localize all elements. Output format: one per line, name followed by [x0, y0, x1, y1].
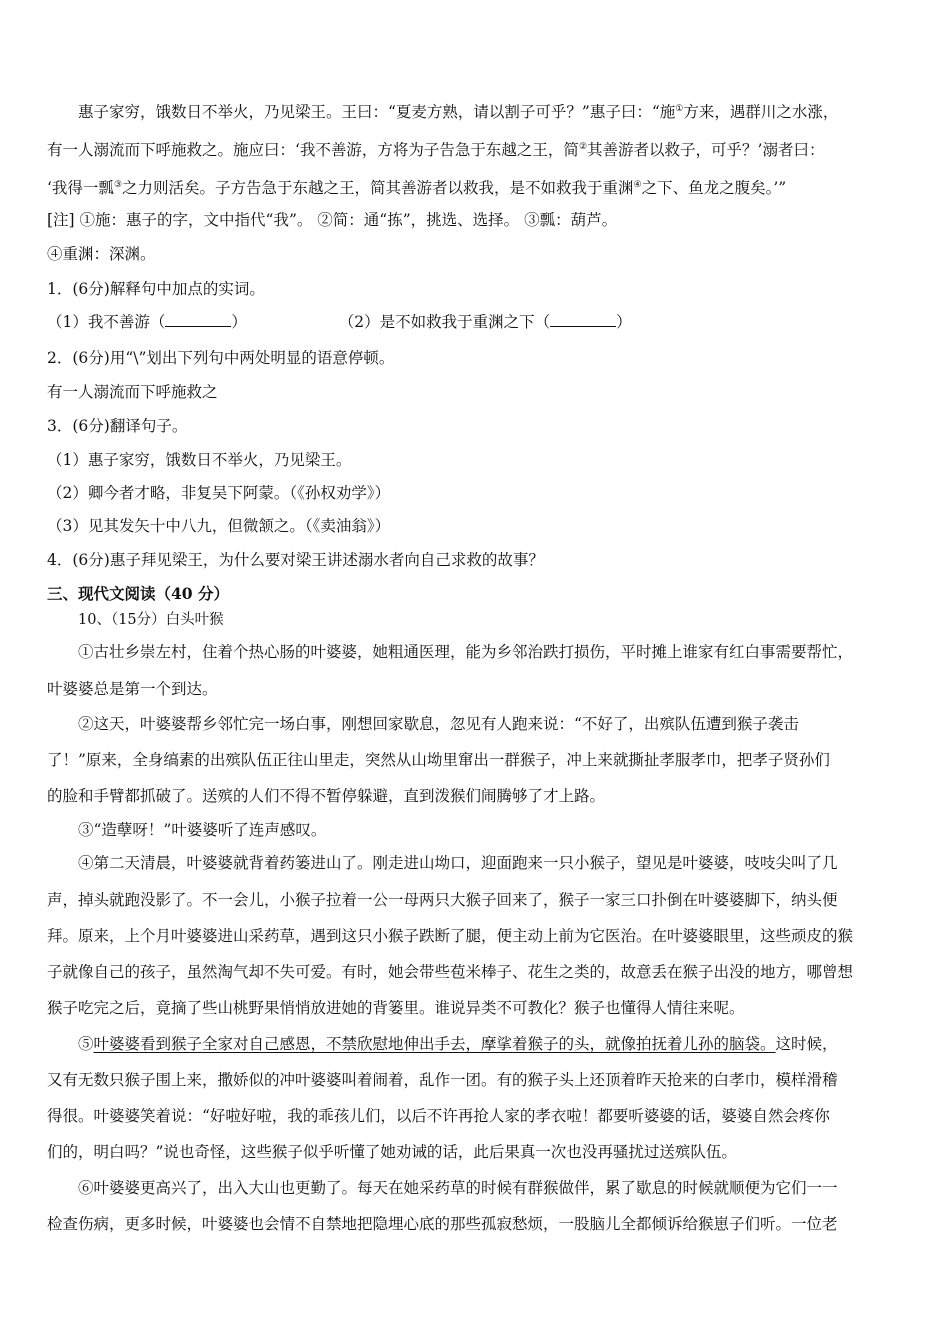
- answer-blank[interactable]: [550, 312, 616, 327]
- story-line: ⑤叶婆婆看到猴子全家对自己感恩，不禁欣慰地伸出手去，摩挲着猴子的头，就像拍抚着儿孙的脑袋。这时候，: [78, 1035, 838, 1053]
- question-2-sentence: 有一人溺流而下呼施救之: [47, 383, 218, 401]
- question-2: 2．(6分)用“\”划出下列句中两处明显的语意停顿。: [47, 349, 395, 367]
- story-line: ②这天，叶婆婆帮乡邻忙完一场白事，刚想回家歇息，忽见有人跑来说：“不好了，出殡队伍遭到猴子袭击: [78, 715, 799, 733]
- classical-line: ‘我得一瓢③之力则活矣。子方告急于东越之王，简其善游者以救我，是不如救我于重渊④之下、鱼龙之腹矣。’”: [47, 179, 787, 197]
- story-line: ④第二天清晨，叶婆婆就背着药篓进山了。刚走进山坳口，迎面跑来一只小猴子，望见是叶婆婆，吱吱尖叫了几: [78, 854, 838, 872]
- story-line: 拜。原来，上个月叶婆婆进山采药草，遇到这只小猴子跌断了腿，便主动上前为它医治。在叶婆婆眼里，这些顽皮的猴: [47, 927, 854, 945]
- story-line: 得很。叶婆婆笑着说：“好啦好啦，我的乖孩儿们，以后不许再抢人家的孝衣啦！都要听婆婆的话，婆婆自然会疼你: [47, 1107, 830, 1125]
- question-3: 3．(6分)翻译句子。: [47, 417, 188, 435]
- question-3-item: （2）卿今者才略，非复吴下阿蒙。（《孙权劝学》）: [47, 484, 391, 502]
- classical-line: 有一人溺流而下呼施救之。施应曰：‘我不善游，方将为子告急于东越之王，简②其善游者以救子，可乎？’溺者曰：: [47, 141, 825, 159]
- classical-line: 惠子家穷，饿数日不举火，乃见梁王。王曰：“夏麦方熟，请以割子可乎？”惠子曰：“施①方来，遇群川之水涨，: [78, 103, 839, 121]
- question-1: 1．(6分)解释句中加点的实词。: [47, 280, 265, 298]
- question-3-item: （1）惠子家穷，饿数日不举火，乃见梁王。: [47, 451, 352, 469]
- answer-blank[interactable]: [165, 312, 231, 327]
- story-line: ①古壮乡崇左村，住着个热心肠的叶婆婆，她粗通医理，能为乡邻治跌打损伤，平时摊上谁家有红白事需要帮忙，: [78, 643, 854, 661]
- story-line: 叶婆婆总是第一个到达。: [47, 680, 218, 698]
- story-line: 又有无数只猴子围上来，撒娇似的冲叶婆婆叫着闹着，乱作一团。有的猴子头上还顶着昨天抢来的白孝巾，模样滑稽: [47, 1071, 838, 1089]
- section-heading: 三、现代文阅读（40 分）: [47, 584, 229, 603]
- story-line: ⑥叶婆婆更高兴了，出入大山也更勤了。每天在她采药草的时候有群猴做伴，累了歇息的时候就顺便为它们一一: [78, 1179, 838, 1197]
- question-3-item: （3）见其发矢十中八九，但微颔之。（《卖油翁》）: [47, 517, 391, 535]
- story-line: ③“造孽呀！”叶婆婆听了连声感叹。: [78, 821, 327, 839]
- annotation-line: ④重渊：深渊。: [47, 245, 156, 263]
- annotation-line: [注] ①施：惠子的字，文中指代“我”。 ②简：通“拣”，挑选、选择。 ③瓢：葫芦。: [47, 211, 618, 229]
- story-line: 检查伤病，更多时候，叶婆婆也会情不自禁地把隐埋心底的那些孤寂愁烦，一股脑儿全都倾诉给猴崽子们听。一位老: [47, 1215, 838, 1233]
- story-line: 的脸和手臂都抓破了。送殡的人们不得不暂停躲避，直到泼猴们闹腾够了才上路。: [47, 787, 606, 805]
- underlined-sentence: 叶婆婆看到猴子全家对自己感恩，不禁欣慰地伸出手去，摩挲着猴子的头，就像拍抚着儿孙的脑袋。: [93, 1035, 776, 1053]
- question-4: 4．(6分)惠子拜见梁王，为什么要对梁王讲述溺水者向自己求救的故事？: [47, 551, 544, 569]
- item-title: 10、（15分）白头叶猴: [78, 612, 224, 628]
- story-line: 子就像自己的孩子，虽然淘气却不失可爱。有时，她会带些苞米棒子、花生之类的，故意丢在猴子出没的地方，哪曾想: [47, 963, 854, 981]
- story-line: 猴子吃完之后，竟摘了些山桃野果悄悄放进她的背篓里。谁说异类不可教化？猴子也懂得人情往来呢。: [47, 999, 745, 1017]
- story-line: 了！”原来，全身缟素的出殡队伍正往山里走，突然从山坳里窜出一群猴子，冲上来就撕扯孝服孝巾，把孝子贤孙们: [47, 751, 830, 769]
- story-line: 声，掉头就跑没影了。不一会儿，小猴子拉着一公一母两只大猴子回来了，猴子一家三口扑倒在叶婆婆脚下，纳头便: [47, 891, 838, 909]
- story-line: 们的，明白吗？”说也奇怪，这些猴子似乎听懂了她劝诫的话，此后果真一次也没再骚扰过送殡队伍。: [47, 1143, 737, 1161]
- question-1-items: （1）我不善游（ ） （2）是不如救我于重渊之下（ ）: [47, 313, 632, 331]
